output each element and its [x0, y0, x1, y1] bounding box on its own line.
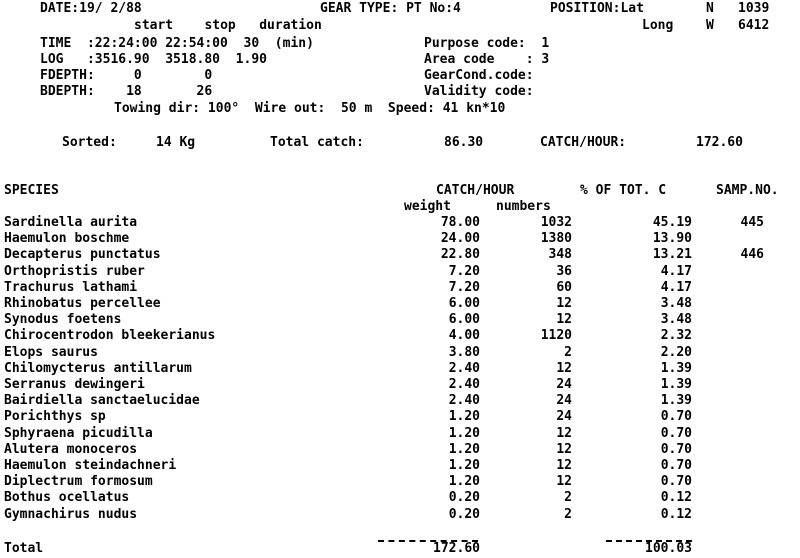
species-name: Diplectrum formosum — [4, 474, 153, 489]
sample-number-header: SAMP.NO. — [716, 183, 779, 198]
numbers-value: 1380 — [540, 231, 572, 246]
species-name: Chirocentrodon bleekerianus — [4, 328, 216, 343]
percent-total-header: % OF TOT. C — [580, 183, 667, 198]
sample-number: 446 — [740, 247, 764, 262]
numbers-value: 2 — [564, 490, 572, 505]
weight-value: 2.40 — [448, 361, 480, 376]
percent-value: 13.90 — [652, 231, 692, 246]
weight-value: 2.40 — [448, 377, 480, 392]
numbers-header: numbers — [496, 199, 551, 214]
gearcond-code: GearCond.code: — [424, 68, 534, 83]
numbers-value: 2 — [564, 507, 572, 522]
long-value: 6412 — [738, 18, 770, 33]
percent-value: 1.39 — [660, 393, 692, 408]
species-name: Trachurus lathami — [4, 280, 138, 295]
numbers-value: 1032 — [540, 215, 572, 230]
species-name: Chilomycterus antillarum — [4, 361, 192, 376]
validity-code: Validity code: — [424, 84, 534, 99]
percent-value: 0.70 — [660, 474, 692, 489]
total-catch-label: Total catch: — [270, 135, 364, 150]
percent-value: 0.70 — [660, 442, 692, 457]
percent-value: 45.19 — [652, 215, 692, 230]
species-name: Bairdiella sanctaelucidae — [4, 393, 200, 408]
weight-value: 2.40 — [448, 393, 480, 408]
percent-value: 3.48 — [660, 296, 692, 311]
total-catch-value: 86.30 — [444, 135, 484, 150]
percent-value: 0.12 — [660, 490, 692, 505]
species-name: Haemulon boschme — [4, 231, 130, 246]
species-name: Orthopristis ruber — [4, 264, 145, 279]
catch-per-hour-value: 172.60 — [696, 135, 743, 150]
percent-value: 0.70 — [660, 426, 692, 441]
numbers-value: 24 — [556, 409, 572, 424]
numbers-value: 2 — [564, 345, 572, 360]
weight-value: 6.00 — [448, 312, 480, 327]
numbers-value: 60 — [556, 280, 572, 295]
weight-value: 1.20 — [448, 442, 480, 457]
weight-value: 1.20 — [448, 409, 480, 424]
weight-value: 1.20 — [448, 474, 480, 489]
percent-value: 0.70 — [660, 409, 692, 424]
numbers-value: 12 — [556, 296, 572, 311]
long-hemisphere: W — [706, 18, 714, 33]
numbers-value: 36 — [556, 264, 572, 279]
total-label: Total — [4, 541, 44, 556]
numbers-value: 12 — [556, 474, 572, 489]
percent-value: 4.17 — [660, 264, 692, 279]
weight-value: 22.80 — [440, 247, 480, 262]
numbers-value: 24 — [556, 377, 572, 392]
percent-value: 1.39 — [660, 361, 692, 376]
species-name: Serranus dewingeri — [4, 377, 145, 392]
percent-value: 2.32 — [660, 328, 692, 343]
sample-number: 445 — [740, 215, 764, 230]
weight-value: 7.20 — [448, 280, 480, 295]
area-code: Area code : 3 — [424, 52, 550, 67]
numbers-value: 12 — [556, 361, 572, 376]
catch-per-hour-label: CATCH/HOUR: — [540, 135, 627, 150]
percent-value: 3.48 — [660, 312, 692, 327]
fdepth-row: FDEPTH: 0 0 — [40, 68, 213, 83]
numbers-value: 24 — [556, 393, 572, 408]
species-name: Bothus ocellatus — [4, 490, 130, 505]
percent-value: 1.39 — [660, 377, 692, 392]
weight-value: 6.00 — [448, 296, 480, 311]
sorted-value: 14 Kg — [156, 135, 196, 150]
lat-hemisphere: N — [706, 1, 714, 16]
purpose-code: Purpose code: 1 — [424, 36, 550, 51]
numbers-value: 12 — [556, 426, 572, 441]
towing-row: Towing dir: 100° Wire out: 50 m Speed: 41 kn*10 — [114, 101, 506, 116]
weight-value: 78.00 — [440, 215, 480, 230]
species-name: Sphyraena picudilla — [4, 426, 153, 441]
bdepth-row: BDEPTH: 18 26 — [40, 84, 213, 99]
weight-value: 7.20 — [448, 264, 480, 279]
lat-value: 1039 — [738, 1, 770, 16]
weight-header: weight — [404, 199, 451, 214]
weight-value: 3.80 — [448, 345, 480, 360]
numbers-value: 12 — [556, 312, 572, 327]
time-row: TIME :22:24:00 22:54:00 30 (min) — [40, 36, 314, 51]
species-name: Alutera monoceros — [4, 442, 138, 457]
species-name: Porichthys sp — [4, 409, 106, 424]
weight-value: 1.20 — [448, 458, 480, 473]
species-name: Synodus foetens — [4, 312, 122, 327]
species-name: Elops saurus — [4, 345, 98, 360]
species-name: Haemulon steindachneri — [4, 458, 177, 473]
species-header: SPECIES — [4, 183, 59, 198]
position-label: POSITION:Lat — [550, 1, 644, 16]
percent-value: 2.20 — [660, 345, 692, 360]
column-heads: start stop duration — [134, 18, 322, 33]
date-label: DATE:19/ 2/88 — [40, 1, 142, 16]
numbers-value: 12 — [556, 442, 572, 457]
weight-value: 24.00 — [440, 231, 480, 246]
numbers-value: 348 — [548, 247, 572, 262]
numbers-value: 12 — [556, 458, 572, 473]
catch-per-hour-header: CATCH/HOUR — [436, 183, 515, 198]
species-name: Gymnachirus nudus — [4, 507, 138, 522]
weight-value: 4.00 — [448, 328, 480, 343]
log-row: LOG :3516.90 3518.80 1.90 — [40, 52, 267, 67]
weight-value: 1.20 — [448, 426, 480, 441]
weight-value: 0.20 — [448, 507, 480, 522]
species-name: Decapterus punctatus — [4, 247, 161, 262]
total-weight: 172.60 — [433, 541, 480, 556]
sorted-label: Sorted: — [62, 135, 117, 150]
species-name: Sardinella aurita — [4, 215, 138, 230]
weight-value: 0.20 — [448, 490, 480, 505]
gear-type: GEAR TYPE: PT No:4 — [320, 1, 461, 16]
percent-value: 0.12 — [660, 507, 692, 522]
long-label: Long — [642, 18, 674, 33]
percent-value: 4.17 — [660, 280, 692, 295]
numbers-value: 1120 — [540, 328, 572, 343]
percent-value: 0.70 — [660, 458, 692, 473]
total-percent: 100.03 — [645, 541, 692, 556]
percent-value: 13.21 — [652, 247, 692, 262]
species-name: Rhinobatus percellee — [4, 296, 161, 311]
